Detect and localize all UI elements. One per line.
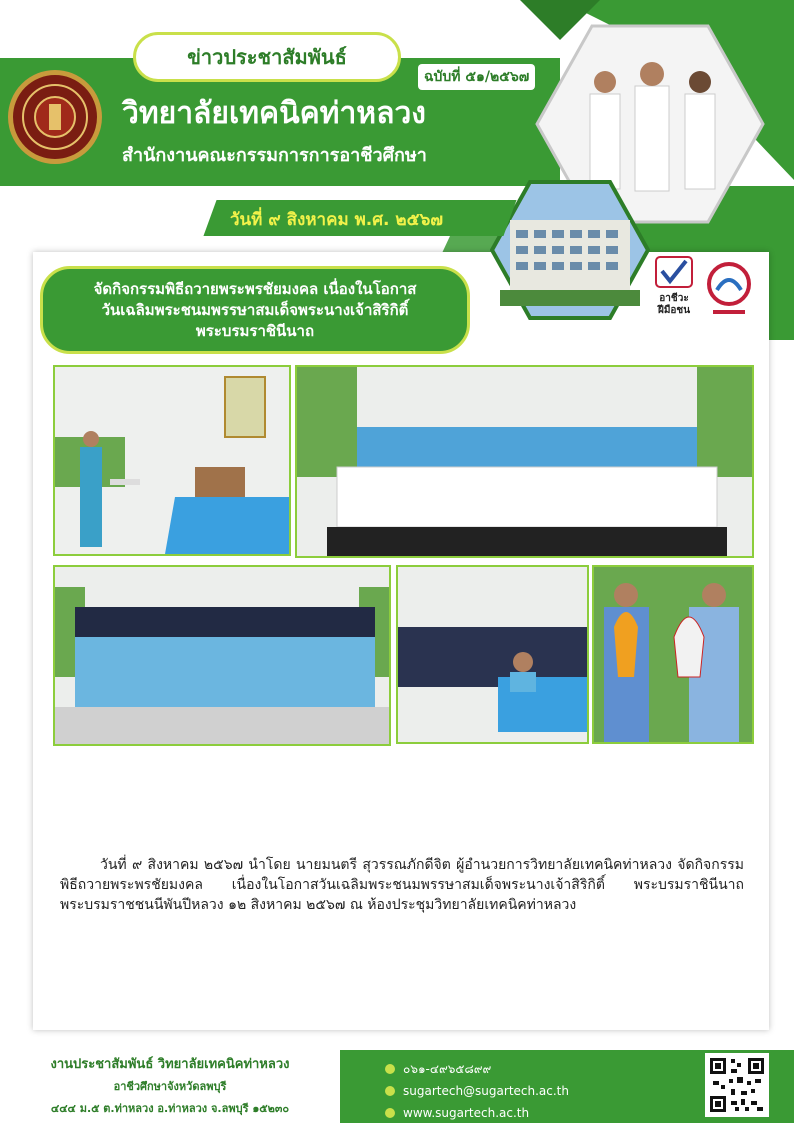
issue-number: ฉบับที่ ๕๑/๒๕๖๗	[418, 64, 535, 90]
photo-floral-offering	[592, 565, 754, 744]
contact-list	[385, 1058, 569, 1124]
news-paragraph: วันที่ ๙ สิงหาคม ๒๕๖๗ นำโดย นายมนตรี สุวรรณภักดีจิต ผู้อำนวยการวิทยาลัยเทคนิคท่าหลวง จัดกิจกรรมพิธีถวายพระพรชัยมงคล เนื่องในโอกาสวันเฉลิมพระชนมพรรษาสมเด็จพระนางเจ้าสิริกิติ์ พระบรมราชินีนาถ พระบรมราชชนนีพันปีหลวง ๑๒ สิงหาคม ๒๕๖๗ ณ ห้องประชุมวิทยาลัยเทคนิคท่าหลวง	[60, 857, 744, 913]
vote-logo	[650, 255, 698, 320]
college-logo	[8, 70, 102, 164]
vote-logo-line2: ฝีมือชน	[657, 305, 691, 316]
vote-logo-line1: อาชีวะ	[659, 293, 689, 304]
checkmark-icon	[654, 255, 694, 289]
executive-figures	[590, 62, 715, 191]
college-name: วิทยาลัยเทคนิคท่าหลวง	[122, 96, 426, 131]
footer-address: ๔๔๔ ม.๕ ต.ท่าหลวง อ.ท่าหลวง จ.ลพบุรี ๑๕๒๓๐	[50, 1102, 290, 1115]
contact-phone-row	[385, 1058, 569, 1080]
vocational-logo	[705, 260, 753, 324]
photo-ceremony-podium	[53, 365, 291, 556]
photo-group-students-1	[295, 365, 754, 558]
contact-website[interactable]: www.sugartech.ac.th	[403, 1106, 530, 1120]
press-release-tag: ข่าวประชาสัมพันธ์	[133, 32, 401, 82]
headline-box	[40, 266, 470, 354]
globe-icon	[385, 1108, 395, 1118]
contact-phone[interactable]: ๐๖๑-๔๙๖๕๘๙๙	[403, 1061, 492, 1076]
email-icon	[385, 1086, 395, 1096]
headline-line-2: วันเฉลิมพระชนมพรรษาสมเด็จพระนางเจ้าสิริกิติ์	[101, 300, 409, 319]
footer-org: งานประชาสัมพันธ์ วิทยาลัยเทคนิคท่าหลวง	[50, 1057, 290, 1072]
issue-date: วันที่ ๙ สิงหาคม พ.ศ. ๒๕๖๗	[230, 210, 444, 230]
office-name: สำนักงานคณะกรรมการการอาชีวศึกษา	[122, 145, 427, 166]
emblem-icon	[20, 82, 90, 152]
vocational-emblem-icon	[705, 260, 753, 320]
phone-icon	[385, 1064, 395, 1074]
contact-email[interactable]: sugartech@sugartech.ac.th	[403, 1084, 569, 1098]
footer-address-block	[0, 1048, 340, 1123]
headline-line-3: พระบรมราชินีนาถ	[195, 321, 315, 340]
footer-province: อาชีวศึกษาจังหวัดลพบุรี	[113, 1080, 227, 1093]
headline-line-1: จัดกิจกรรมพิธีถวายพระพรชัยมงคล เนื่องในโอกาส	[93, 279, 417, 298]
contact-website-row	[385, 1102, 569, 1124]
qr-code-icon	[707, 1055, 767, 1115]
qr-code[interactable]	[705, 1053, 769, 1117]
news-body	[60, 855, 744, 915]
photo-group-students-2	[53, 565, 391, 746]
contact-email-row	[385, 1080, 569, 1102]
photo-signing-book	[396, 565, 589, 744]
